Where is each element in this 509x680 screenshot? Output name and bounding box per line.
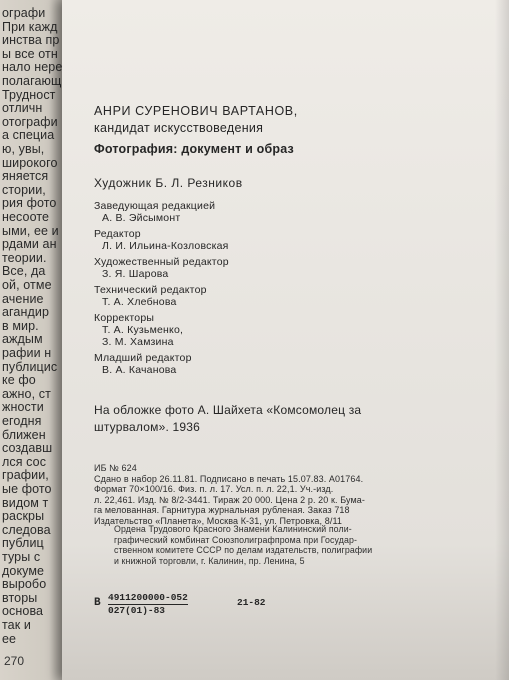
imprint-line: л. 22,461. Изд. № 8/2-3441. Тираж 20 000. Цена 2 р. 20 к. Бума-	[94, 494, 366, 505]
cover-photo-note	[94, 402, 361, 436]
printer-line: графический комбинат Союзполиграфпрома при Государ-	[114, 534, 357, 545]
left-page-line: рафии н	[2, 346, 52, 360]
left-page-line: аждым	[2, 332, 43, 347]
printer-line: Ордена Трудового Красного Знамени Калининский поли-	[114, 524, 352, 534]
left-page-line: туры с	[2, 550, 41, 564]
left-page-line: лся сос	[2, 454, 47, 469]
credit-name: Л. И. Ильина-Козловская	[102, 240, 229, 252]
imprint-line: Издательство «Планета», Москва К-31, ул. Петровка, 8/11	[94, 515, 342, 526]
left-page-line: ачение	[2, 291, 44, 306]
left-page-line: выробо	[2, 577, 47, 592]
left-page-line: несооте	[2, 210, 50, 224]
left-page-line: полагающ	[2, 74, 62, 88]
left-page-line: Трудност	[2, 87, 56, 102]
code-numerator: 4911200000-052	[108, 592, 188, 603]
author-degree: кандидат искусствоведения	[94, 121, 264, 135]
right-page	[62, 0, 509, 680]
left-page-line: ые фото	[2, 482, 52, 496]
left-page-line: жности	[2, 400, 44, 415]
left-page-line: отографи	[2, 114, 58, 129]
left-page-line: ке фо	[2, 373, 36, 388]
left-page-line: ографи	[2, 6, 46, 20]
left-page-line: вторы	[2, 590, 38, 605]
left-page	[0, 0, 70, 680]
code-letter: В	[94, 597, 101, 609]
left-page-line: видом т	[2, 495, 49, 510]
left-page-line: создавш	[2, 441, 53, 456]
left-page-line: инства пр	[2, 33, 60, 48]
left-page-line: докуме	[2, 563, 45, 578]
left-page-line: так и	[2, 618, 31, 632]
left-page-line: егодня	[2, 414, 42, 428]
left-page-line: публиц	[2, 536, 44, 551]
left-page-line: ю, увы,	[2, 142, 45, 156]
left-page-line: отличн	[2, 101, 43, 116]
left-page-line: публицис	[2, 359, 58, 374]
code-suffix: 21-82	[237, 597, 266, 608]
credit-entry	[94, 312, 229, 336]
credit-entry	[94, 336, 229, 348]
credit-role: Младший редактор	[94, 352, 192, 364]
credit-entry	[94, 352, 229, 376]
imprint-line: га мелованная. Гарнитура журнальная рубленая. Заказ 718	[94, 505, 350, 515]
credit-entry	[94, 256, 229, 280]
page-edge-shadow	[495, 0, 509, 680]
artist-credit: Художник Б. Л. Резников	[94, 176, 243, 190]
credit-name: Т. А. Кузьменко,	[102, 324, 184, 336]
credit-entry	[94, 200, 229, 224]
author-name: АНРИ СУРЕНОВИЧ ВАРТАНОВ,	[94, 104, 298, 118]
code-denominator: 027(01)-83	[108, 605, 166, 616]
credit-name: З. М. Хамзина	[102, 336, 174, 348]
credit-role: Технический редактор	[94, 284, 207, 296]
left-page-line: стории,	[2, 182, 46, 197]
publication-imprint	[94, 463, 365, 526]
left-page-line: ой, отме	[2, 278, 52, 292]
left-page-line: следова	[2, 522, 51, 537]
left-page-line: Все, да	[2, 264, 46, 279]
credit-name: Т. А. Хлебнова	[102, 296, 177, 308]
left-page-line: ажно, ст	[2, 386, 51, 401]
cover-note-line: штурвалом». 1936	[94, 420, 201, 434]
left-page-line: При кажд	[2, 19, 58, 34]
credit-role: Редактор	[94, 228, 141, 240]
left-page-line: в мир.	[2, 318, 39, 333]
left-page-line: ы все отн	[2, 46, 58, 61]
credit-entry	[94, 284, 229, 308]
left-page-line: яняется	[2, 169, 49, 184]
page-number: 270	[4, 654, 25, 668]
left-page-line: агандир	[2, 305, 50, 320]
left-page-line: рдами ан	[2, 237, 57, 252]
imprint-line: ИБ № 624	[94, 463, 137, 473]
left-page-line: ее	[2, 631, 17, 646]
credit-entry	[94, 228, 229, 252]
left-page-line: рия фото	[2, 196, 57, 211]
left-page-line: основа	[2, 604, 44, 619]
left-page-line: ближен	[2, 427, 46, 442]
credit-name: В. А. Качанова	[102, 364, 177, 376]
credit-role: Корректоры	[94, 312, 155, 324]
left-page-line: нало нере	[2, 60, 63, 75]
left-page-line: раскры	[2, 509, 45, 524]
left-page-line: а специа	[2, 128, 55, 143]
editorial-credits	[94, 200, 229, 380]
printer-line: ственном комитете СССР по делам издательств, полиграфии	[114, 545, 373, 555]
imprint-line: Формат 70×100/16. Физ. п. л. 17. Усл. п. л. 22,1. Уч.-изд.	[94, 484, 334, 494]
credit-name: З. Я. Шарова	[102, 268, 169, 280]
imprint-line: Сдано в набор 26.11.81. Подписано в печать 15.07.83. А01764.	[94, 473, 364, 484]
credit-role: Художественный редактор	[94, 256, 229, 268]
left-page-line: теории.	[2, 250, 47, 265]
credit-role: Заведующая редакцией	[94, 200, 216, 212]
left-page-line: ыми, ее и	[2, 223, 59, 238]
printer-line: и книжной торговли, г. Калинин, пр. Ленина, 5	[114, 555, 305, 566]
credit-name: А. В. Эйсымонт	[102, 212, 181, 224]
cover-note-line: На обложке фото А. Шайхета «Комсомолец за	[94, 403, 362, 417]
left-page-line: широкого	[2, 155, 58, 170]
printer-info	[114, 524, 372, 566]
left-page-line: графии,	[2, 468, 49, 483]
book-title: Фотография: документ и образ	[94, 142, 294, 156]
